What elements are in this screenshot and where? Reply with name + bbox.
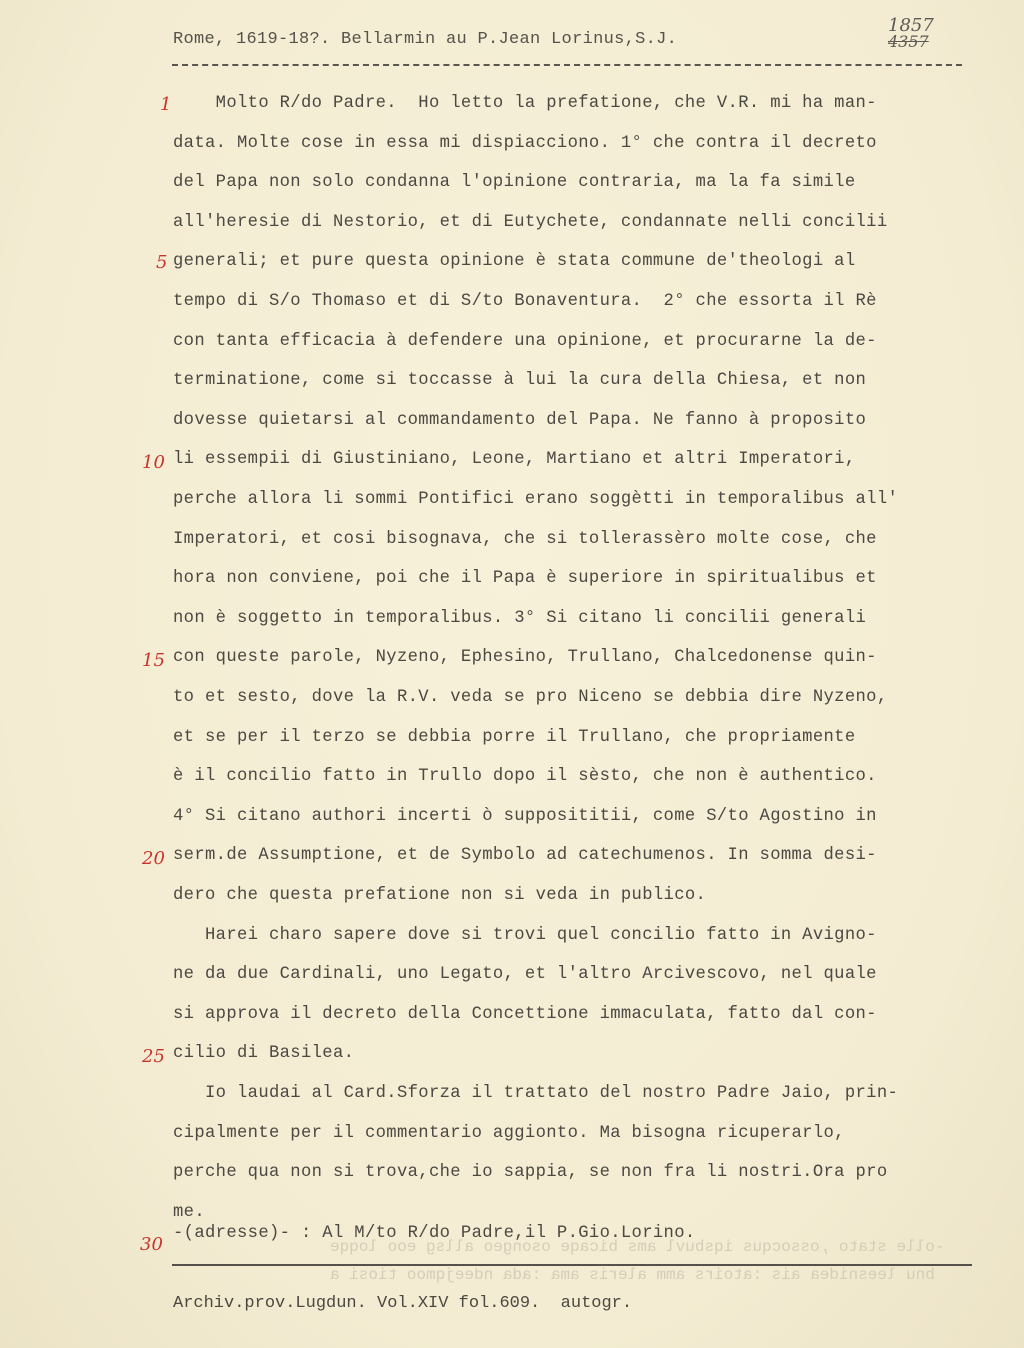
document-header: Rome, 1619-18?. Bellarmin au P.Jean Lorinus,S.J. bbox=[173, 30, 678, 49]
margin-number-25: 25 bbox=[142, 1046, 165, 1067]
address-line: -(adresse)- : Al M/to R/do Padre,il P.Gio.Lorino. bbox=[173, 1224, 696, 1243]
text-line: cipalmente per il commentario aggionto. Ma bisogna ricuperarlo, bbox=[173, 1123, 845, 1143]
text-line: si approva il decreto della Concettione immaculata, fatto dal con- bbox=[173, 1004, 877, 1024]
header-divider bbox=[172, 64, 962, 66]
text-line: hora non conviene, poi che il Papa è superiore in spiritualibus et bbox=[173, 569, 877, 589]
folio-number bbox=[888, 15, 934, 51]
text-line: Imperatori, et cosi bisognava, che si tollerassèro molte cose, che bbox=[173, 529, 877, 549]
text-line: dero che questa prefatione non si veda in publico. bbox=[173, 886, 707, 905]
margin-number-5: 5 bbox=[156, 252, 168, 273]
footer-divider bbox=[172, 1264, 972, 1266]
margin-number-1: 1 bbox=[160, 94, 172, 115]
text-line: li essempii di Giustiniano, Leone, Martiano et altri Imperatori, bbox=[173, 450, 856, 470]
text-line: non è soggetto in temporalibus. 3° Si citano li concilii generali bbox=[173, 608, 867, 628]
text-line: data. Molte cose in essa mi dispiacciono. 1° che contra il decreto bbox=[173, 133, 877, 153]
text-line: con tanta efficacia à defendere una opinione, et procurarne la de- bbox=[173, 331, 877, 351]
text-line: et se per il terzo se debbia porre il Trullano, che propriamente bbox=[173, 727, 856, 747]
margin-number-10: 10 bbox=[142, 452, 165, 473]
text-line: cilio di Basilea. bbox=[173, 1044, 355, 1064]
margin-number-20: 20 bbox=[142, 848, 165, 869]
text-line: all'heresie di Nestorio, et di Eutychete, condannate nelli concilii bbox=[173, 212, 888, 232]
text-line: è il concilio fatto in Trullo dopo il sèsto, che non è authentico. bbox=[173, 767, 877, 787]
folio-old: 4357 bbox=[888, 32, 929, 51]
text-line: terminatione, come si toccasse à lui la cura della Chiesa, et non bbox=[173, 371, 867, 391]
text-line: Molto R/do Padre. Ho letto la prefatione, che V.R. mi ha man- bbox=[173, 94, 877, 113]
text-line: to et sesto, dove la R.V. veda se pro Niceno se debbia dire Nyzeno, bbox=[173, 688, 888, 707]
bleed-through-text-2: bnu leesnidea ais :atoirs amm aleris ama :ada ndeejqmoo tiosi a bbox=[330, 1266, 935, 1284]
text-line: tempo di S/o Thomaso et di S/to Bonaventura. 2° che essorta il Rè bbox=[173, 292, 877, 311]
text-line: 4° Si citano authori incerti ò supposititii, come S/to Agostino in bbox=[173, 806, 877, 826]
text-line: dovesse quietarsi al commandamento del Papa. Ne fanno à proposito bbox=[173, 410, 867, 430]
bleed-through-text-1: -olle stato ,ossocqus iqsbuvl ams bicaqe osongeo allsg eoo loqqe bbox=[330, 1238, 945, 1256]
margin-number-30: 30 bbox=[140, 1234, 163, 1255]
text-line: Io laudai al Card.Sforza il trattato del nostro Padre Jaio, prin- bbox=[173, 1084, 899, 1103]
text-line: generali; et pure questa opinione è stata commune de'theologi al bbox=[173, 252, 856, 272]
text-line: serm.de Assumptione, et de Symbolo ad catechumenos. In somma desi- bbox=[173, 846, 877, 866]
text-line: ne da due Cardinali, uno Legato, et l'altro Arcivescovo, nel quale bbox=[173, 965, 877, 985]
text-line: del Papa non solo condanna l'opinione contraria, ma la fa simile bbox=[173, 173, 856, 193]
text-line: me. bbox=[173, 1202, 205, 1222]
text-line: con queste parole, Nyzeno, Ephesino, Trullano, Chalcedonense quin- bbox=[173, 648, 877, 668]
archive-reference: Archiv.prov.Lugdun. Vol.XIV fol.609. autogr. bbox=[173, 1294, 633, 1313]
text-line: perche qua non si trova,che io sappia, se non fra li nostri.Ora pro bbox=[173, 1163, 888, 1183]
folio-new: 1857 bbox=[888, 15, 934, 36]
text-line: Harei charo sapere dove si trovi quel concilio fatto in Avigno- bbox=[173, 925, 877, 945]
text-line: perche allora li sommi Pontifici erano soggètti in temporalibus all' bbox=[173, 490, 899, 509]
margin-number-15: 15 bbox=[142, 650, 165, 671]
